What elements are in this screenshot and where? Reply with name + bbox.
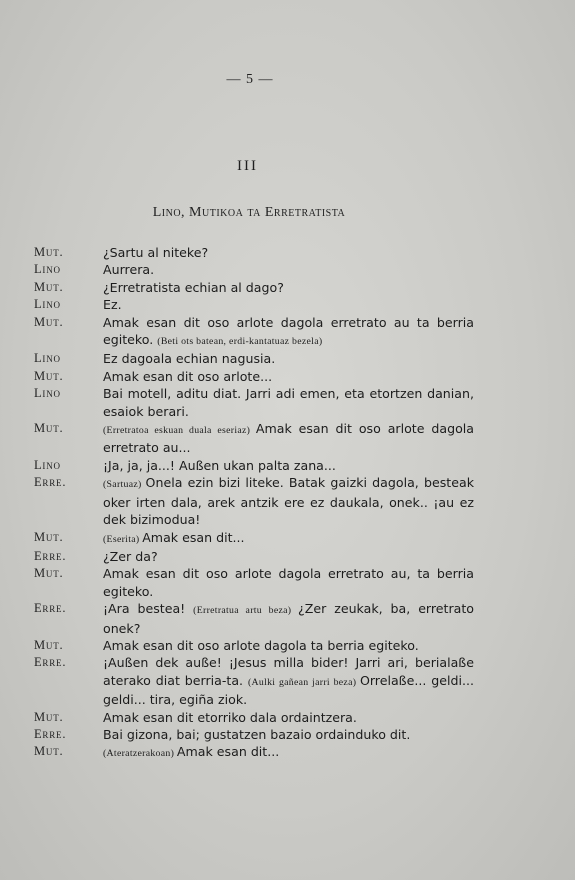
dialogue-line: [34, 565, 474, 600]
stage-direction: (Erretratoa eskuan duala eseriaz): [103, 425, 256, 437]
dialogue-line: [34, 420, 474, 457]
speaker-name: Mut.: [34, 566, 64, 581]
dialogue-line: [34, 314, 474, 351]
spoken-text: Aurrera.: [103, 262, 155, 278]
dialogue-text: [103, 709, 474, 726]
spoken-text: Amak esan dit oso arlote dagola erretrato au, ta berria egiteko.: [103, 566, 474, 599]
dialogue-text: [103, 261, 474, 278]
speaker-name: Lino: [34, 386, 61, 401]
dialogue-line: [34, 654, 474, 708]
dialogue-line: [34, 726, 474, 743]
speaker-name: Mut.: [34, 314, 64, 329]
spoken-text: Amak esan dit etorriko dala ordaintzera.: [103, 709, 357, 725]
dialogue-text: [103, 296, 474, 313]
dialogue-line: [34, 529, 474, 548]
speaker-name: Lino: [34, 262, 61, 277]
spoken-text: ¿Zer da?: [103, 548, 158, 564]
dialogue-line: [34, 600, 474, 637]
spoken-text: Ez dagoala echian nagusia.: [103, 351, 276, 367]
spoken-text: Amak esan dit oso arlote dagola ta berria egiteko.: [103, 637, 419, 653]
dialogue-text: [103, 314, 474, 351]
dialogue-line: [34, 385, 474, 420]
spoken-text: ¿Erretratista echian al dago?: [103, 279, 284, 295]
spoken-text: ¿Sartu al niteke?: [103, 245, 209, 260]
speaker-name: Erre.: [34, 726, 67, 741]
spoken-text: Onela ezin bizi liteke. Batak gaizki dagola, besteak oker irten dala, arek antzik ere ez daukala, onek.. ¡au ez dek bizimodua!: [103, 475, 474, 528]
dialogue-text: [103, 565, 474, 600]
dialogue-line: [34, 261, 474, 278]
dialogue-text: [103, 420, 474, 457]
dialogue-line: [34, 709, 474, 726]
stage-direction: (Aulki gañean jarri beza): [247, 676, 360, 688]
speaker-name: Mut.: [34, 709, 64, 724]
spoken-text: Amak esan dit...: [176, 744, 280, 760]
act-number: III: [237, 158, 258, 174]
page-number: — 5 —: [226, 72, 274, 87]
dialogue-line: [34, 457, 474, 474]
dialogue-line: [34, 368, 474, 385]
speaker-name: Mut.: [34, 744, 64, 759]
spoken-text: ¿Zer zeukak, ba, erretrato onek?: [103, 601, 475, 636]
dialogue-line: [34, 244, 474, 261]
dialogue-line: [34, 743, 474, 762]
stage-direction: (Ateratzerakoan): [103, 748, 177, 760]
spoken-text: Amak esan dit oso arlote dagola erretrato au ta berria egiteko.: [103, 314, 474, 348]
dialogue-text: [103, 529, 474, 548]
dialogue-line: [34, 279, 474, 296]
speaker-name: Erre.: [34, 601, 67, 616]
spoken-text: Ez.: [103, 297, 122, 313]
speaker-name: Lino: [34, 297, 61, 312]
dialogue-block: [34, 244, 474, 763]
spoken-text: Bai gizona, bai; gustatzen bazaio ordainduko dit.: [103, 726, 411, 742]
spoken-text: ¡Außen dek auße! ¡Jesus milla bider! Jarri ari, berialaße aterako diat berria-ta.: [103, 655, 474, 688]
dialogue-line: [34, 296, 474, 313]
speaker-name: Mut.: [34, 279, 64, 294]
speaker-name: Erre.: [34, 655, 67, 670]
spoken-text: ¡Ara bestea!: [103, 601, 194, 617]
speaker-name: Erre.: [34, 548, 67, 563]
dialogue-text: [103, 244, 474, 261]
speaker-name: Mut.: [34, 368, 64, 383]
speaker-name: Erre.: [34, 475, 67, 490]
dialogue-line: [34, 350, 474, 367]
dialogue-text: [103, 726, 474, 743]
dialogue-text: [103, 368, 474, 385]
speaker-name: Mut.: [34, 245, 64, 259]
stage-direction: (Sartuaz): [103, 479, 146, 491]
spoken-text: Orrelaße... geldi... geldi... tira, egiña ziok.: [103, 672, 474, 708]
dialogue-line: [34, 637, 474, 654]
speaker-name: Mut.: [34, 637, 64, 652]
dialogue-text: [103, 474, 474, 528]
spoken-text: Amak esan dit...: [142, 529, 245, 545]
speaker-name: Mut.: [34, 421, 64, 436]
dialogue-text: [103, 385, 474, 420]
stage-direction: (Eserita): [103, 533, 143, 545]
spoken-text: ¡Ja, ja, ja...! Außen ukan palta zana...: [103, 457, 336, 473]
dialogue-text: [103, 600, 474, 637]
dialogue-text: [103, 350, 474, 367]
spoken-text: Amak esan dit oso arlote dagola erretrato au...: [103, 421, 475, 456]
dialogue-text: [103, 743, 474, 762]
dialogue-text: [103, 279, 474, 296]
speaker-name: Lino: [34, 351, 61, 366]
speaker-name: Lino: [34, 457, 61, 472]
dialogue-text: [103, 637, 474, 654]
stage-direction: (Beti ots batean, erdi-kantatuaz bezela): [157, 336, 323, 348]
dialogue-text: [103, 654, 474, 708]
dialogue-line: [34, 548, 474, 565]
speaker-name: Mut.: [34, 529, 64, 544]
dialogue-text: [103, 457, 474, 474]
dialogue-line: [34, 474, 474, 528]
spoken-text: Amak esan dit oso arlote...: [103, 368, 273, 384]
stage-direction: (Erretratua artu beza): [193, 605, 299, 617]
scene-title: Lino, Mutikoa ta Erretratista: [152, 205, 346, 220]
spoken-text: Bai motell, aditu diat. Jarri adi emen, eta etortzen danian, esaiok berari.: [103, 386, 474, 419]
dialogue-text: [103, 548, 474, 565]
